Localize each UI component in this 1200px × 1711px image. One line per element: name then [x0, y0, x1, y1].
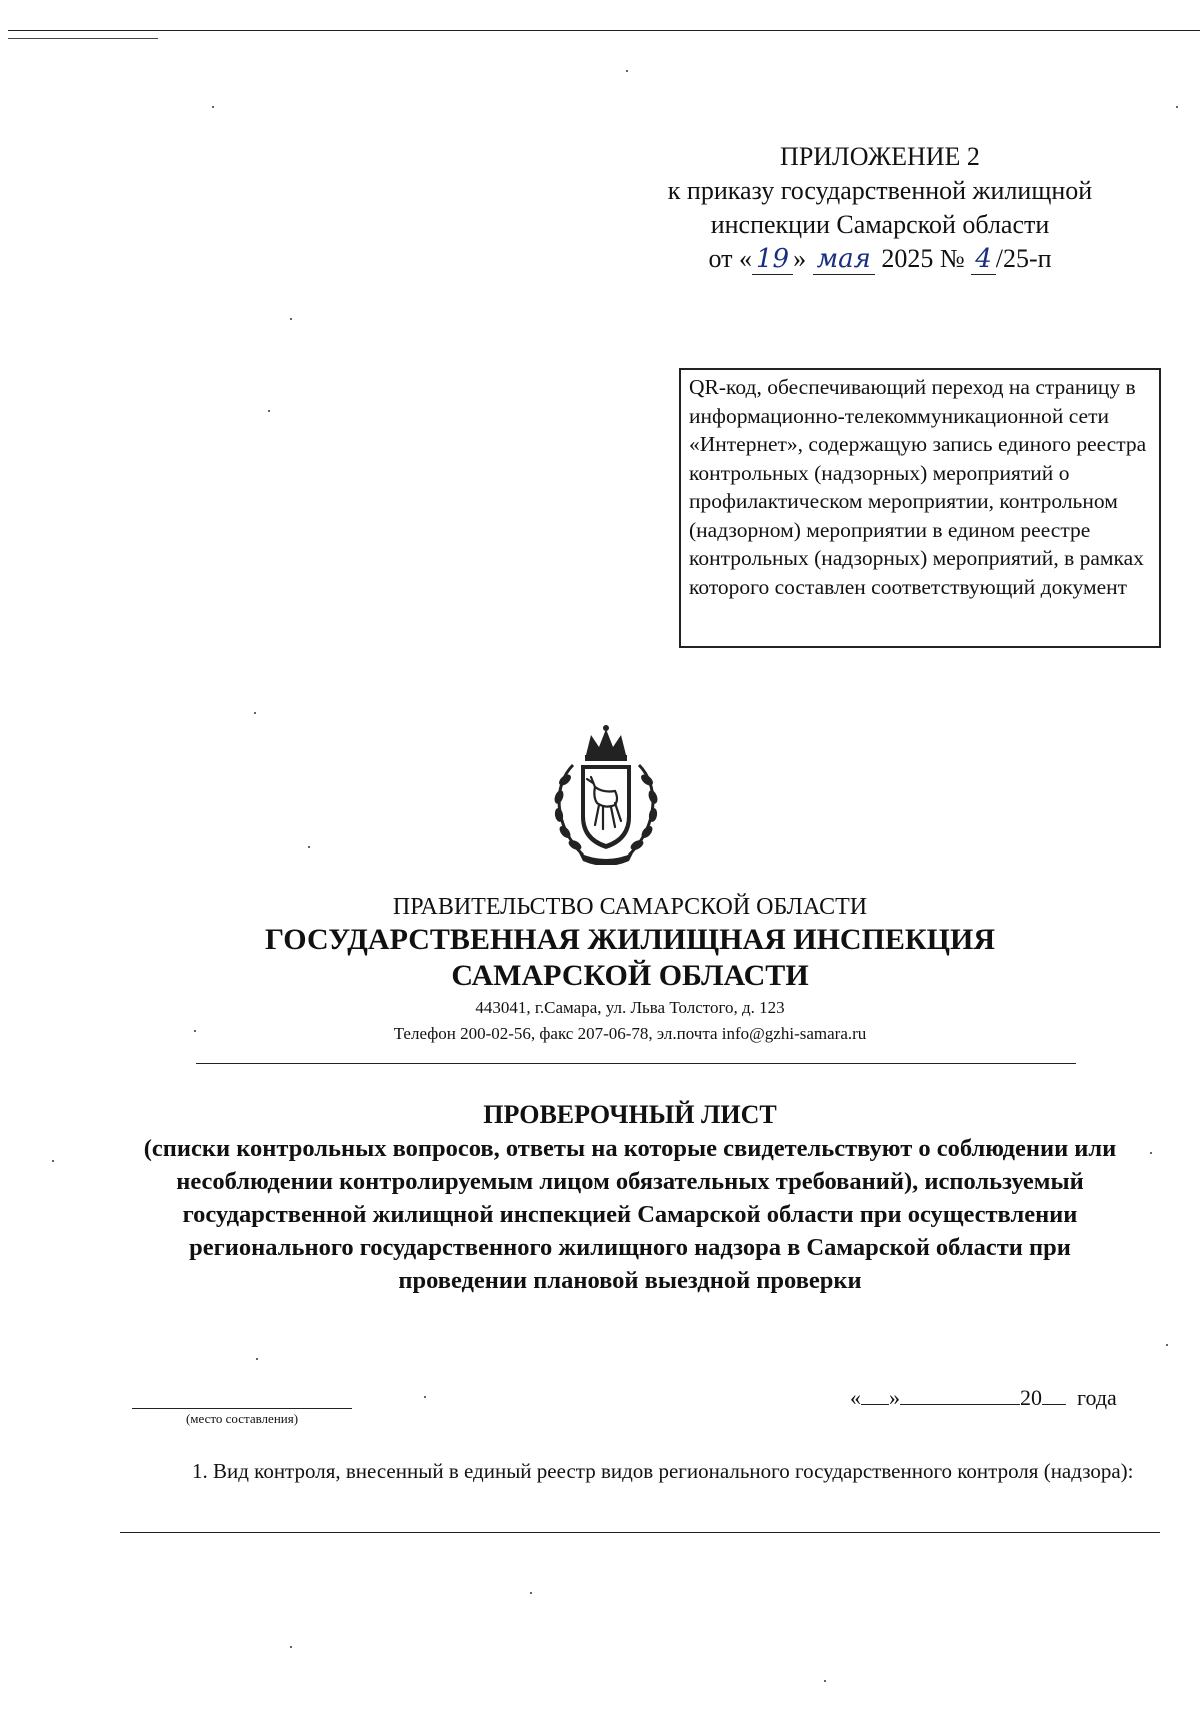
- handwritten-day: 19: [752, 244, 793, 275]
- item-1-text: 1. Вид контроля, внесенный в единый реестр видов регионального государственного контроля (надзора):: [192, 1459, 1134, 1483]
- place-of-compilation-caption: (место составления): [132, 1408, 352, 1427]
- scan-speck: [290, 1646, 292, 1648]
- top-border-line: [8, 30, 1200, 31]
- appendix-date-line: [600, 242, 1160, 276]
- scan-speck: [530, 1592, 532, 1594]
- scan-speck: [268, 410, 270, 412]
- organization-address: 443041, г.Самара, ул. Льва Толстого, д. 123: [475, 998, 785, 1017]
- organization-contacts: Телефон 200-02-56, факс 207-06-78, эл.почта info@gzhi-samara.ru: [393, 1024, 867, 1043]
- scan-speck: [626, 70, 628, 72]
- item-1-answer-line: [120, 1532, 1160, 1533]
- day-blank: [861, 1384, 889, 1405]
- scan-speck: [824, 1680, 826, 1682]
- scan-speck: [1176, 106, 1178, 108]
- date-fill-field: [850, 1384, 1160, 1411]
- header-divider: [196, 1063, 1076, 1064]
- inspection-name-line-1: ГОСУДАРСТВЕННАЯ ЖИЛИЩНАЯ ИНСПЕКЦИЯ: [264, 923, 996, 956]
- date-year-no: 2025 №: [881, 244, 965, 273]
- handwritten-order-number: 4: [971, 244, 996, 275]
- order-suffix: /25-п: [995, 244, 1052, 273]
- top-border-line-fragment: [8, 38, 158, 39]
- document-subtitle: (списки контрольных вопросов, ответы на которые свидетельствуют о соблюдении или несоблюдении контролируемым лицом обязательных требований), используемый государственной жилищной инспекцией Самарской области при осуществлении регионального государственного жилищного надзора в Самарской области при проведении плановой выездной проверки: [143, 1135, 1117, 1294]
- scan-speck: [52, 1160, 54, 1162]
- year-blank: [1042, 1384, 1066, 1405]
- month-blank: [900, 1384, 1020, 1405]
- qr-code-note-box: QR-код, обеспечивающий переход на страницу в информационно-телекоммуникационной сети «Интернет», содержащую запись единого реестра контрольных (надзорных) мероприятий о профилактическом мероприятии, контрольном (надзорном) мероприятии в едином реестре контрольных (надзорных) мероприятий, в рамках которого составлен соответствующий документ: [679, 368, 1161, 648]
- samara-coat-of-arms-emblem: [543, 725, 669, 865]
- scan-speck: [194, 1030, 196, 1032]
- appendix-line-1: к приказу государственной жилищной: [667, 176, 1093, 205]
- date-close-quote: »: [889, 1385, 900, 1410]
- appendix-line-2: инспекции Самарской области: [710, 210, 1050, 239]
- item-1-control-type: [120, 1456, 1160, 1487]
- handwritten-month: мая: [813, 244, 875, 275]
- scan-speck: [308, 846, 310, 848]
- document-title: ПРОВЕРОЧНЫЙ ЛИСТ: [483, 1100, 777, 1129]
- document-title-block: [140, 1098, 1120, 1297]
- scan-speck: [212, 106, 214, 108]
- scan-speck: [424, 1396, 426, 1398]
- scan-speck: [1150, 1152, 1152, 1154]
- scan-speck: [254, 712, 256, 714]
- inspection-name-line-2: САМАРСКОЙ ОБЛАСТИ: [451, 959, 809, 992]
- organization-header: [200, 892, 1060, 1046]
- scan-speck: [1166, 1344, 1168, 1346]
- year-word: года: [1077, 1385, 1117, 1410]
- date-prefix: от «: [708, 244, 752, 273]
- government-name: ПРАВИТЕЛЬСТВО САМАРСКОЙ ОБЛАСТИ: [392, 894, 868, 920]
- scan-speck: [256, 1358, 258, 1360]
- appendix-header: [600, 140, 1160, 276]
- appendix-title: ПРИЛОЖЕНИЕ 2: [780, 142, 980, 171]
- century-prefix: 20: [1020, 1385, 1042, 1410]
- scan-speck: [290, 318, 292, 320]
- date-mid: »: [793, 244, 807, 273]
- date-open-quote: «: [850, 1385, 861, 1410]
